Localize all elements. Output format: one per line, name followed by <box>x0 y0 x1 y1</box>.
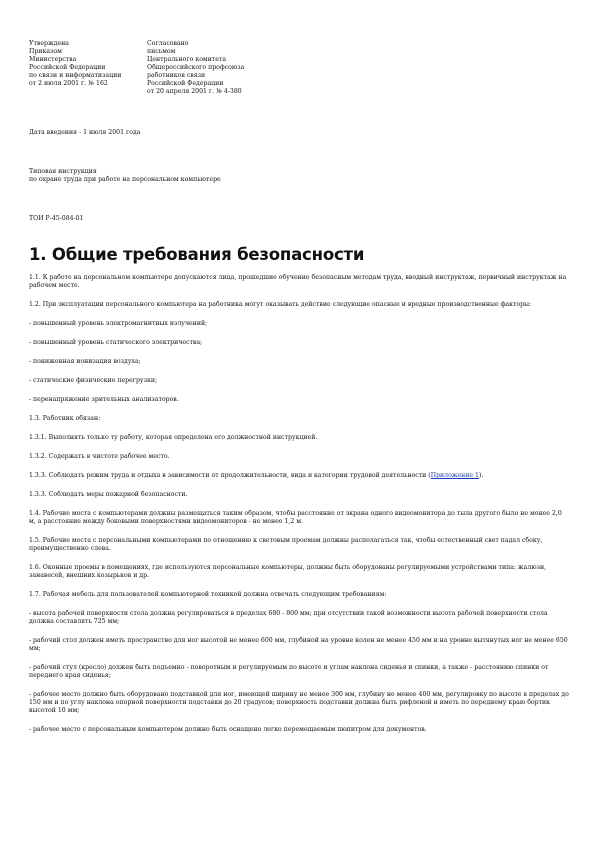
paragraph: 1.3.1. Выполнять только ту работу, которая определена его должностной инструкцией. <box>29 434 318 441</box>
approved-line: Приказом <box>29 48 62 55</box>
list-item: - статические физические перегрузки; <box>29 377 158 384</box>
agreed-line: Согласовано <box>147 40 189 47</box>
paragraph: 1.4. Рабочие места с компьютерами должны размещаться таким образом, чтобы расстояние от экрана одного видеомонитора до тыла другого было не менее 2,0 м, а расстояние между боковыми поверхностями видеомониторов - не менее 1,2 м. <box>29 510 562 525</box>
list-item: - перенапряжение зрительных анализаторов. <box>29 396 179 403</box>
agreed-line: работников связи <box>147 72 206 79</box>
paragraph-text: ). <box>479 472 484 479</box>
paragraph: 1.7. Рабочая мебель для пользователей компьютерной техникой должна отвечать следующим требованиям: <box>29 591 387 598</box>
list-item: - рабочий стул (кресло) должен быть подъемно - поворотным и регулируемым по высоте и углам наклона сиденья и спинки, а также - расстоянию спинки от переднего края сиденья; <box>29 664 549 679</box>
agreed-by-column <box>147 40 265 96</box>
approval-block <box>29 40 569 96</box>
paragraph: 1.2. При эксплуатации персонального компьютера на работника могут оказывать действие следующие опасные и вредные производственные факторы: <box>29 301 532 308</box>
list-item: - рабочее место должно быть оборудовано подставкой для ног, имеющей ширину не менее 300 мм, глубину не менее 400 мм, регулировку по высоте в пределах до 150 мм и по углу наклона опорной поверхности подставки до 20 градусов; поверхность подставки должна быть рифленой и иметь по переднему краю бортик высотой 10 мм; <box>29 691 569 714</box>
document-page <box>29 40 569 745</box>
approved-by-column <box>29 40 147 96</box>
section-title: 1. Общие требования безопасности <box>29 245 365 264</box>
document-name <box>29 168 569 184</box>
paragraph: 1.3. Работник обязан: <box>29 415 101 422</box>
paragraph: 1.5. Рабочие места с персональными компьютерами по отношению к световым проемам должны располагаться так, чтобы естественный свет падал сбоку, преимущественно слева. <box>29 537 543 552</box>
paragraph-with-link <box>29 472 569 480</box>
list-item: - рабочее место с персональным компьютером должно быть оснащено легко перемещаемым пюпитром для документов. <box>29 726 427 733</box>
paragraph: 1.1. К работе на персональном компьютере допускаются лица, прошедшие обучение безопасным методам труда, вводный инструктаж, первичный инструктаж на рабочем месте. <box>29 274 567 289</box>
document-name-line: Типовая инструкция <box>29 168 97 175</box>
list-item: - высота рабочей поверхности стола должна регулироваться в пределах 680 - 800 мм; при отсутствии такой возможности высота рабочей поверхности стола должна составлять 725 мм; <box>29 610 548 625</box>
agreed-line: письмом <box>147 48 176 55</box>
list-item: - рабочий стол должен иметь пространство для ног высотой не менее 600 мм, глубиной на уровне колен не менее 450 мм и на уровне вытянутых ног не менее 650 мм; <box>29 637 568 652</box>
introduction-date: Дата введения - 1 июля 2001 года <box>29 129 141 136</box>
document-name-line: по охране труда при работе на персональном компьютере <box>29 176 221 183</box>
appendix-1-link[interactable]: Приложение 1 <box>430 472 479 479</box>
list-item: - повышенный уровень статического электричества; <box>29 339 203 346</box>
document-code: ТОИ Р-45-084-01 <box>29 215 84 222</box>
agreed-line: от 20 апреля 2001 г. № 4-380 <box>147 88 242 95</box>
list-item: - повышенный уровень электромагнитных излучений; <box>29 320 208 327</box>
approved-line: Российской Федерации <box>29 64 106 71</box>
paragraph: 1.3.3. Соблюдать меры пожарной безопасности. <box>29 491 188 498</box>
list-item: - пониженная ионизация воздуха; <box>29 358 141 365</box>
paragraph: 1.6. Оконные проемы в помещениях, где используются персональные компьютеры, должны быть оборудованы регулируемыми устройствами типа: жалюзи, занавесей, внешних козырьков и др. <box>29 564 547 579</box>
approved-line: по связи и информатизации <box>29 72 122 79</box>
agreed-line: Центрального комитета <box>147 56 227 63</box>
approved-line: Утверждена <box>29 40 69 47</box>
approved-line: Министерства <box>29 56 77 63</box>
paragraph: 1.3.2. Содержать в чистоте рабочее место. <box>29 453 170 460</box>
agreed-line: Общероссийского профсоюза <box>147 64 245 71</box>
approved-line: от 2 июля 2001 г. № 162 <box>29 80 108 87</box>
paragraph-text: 1.3.3. Соблюдать режим труда и отдыха в зависимости от продолжительности, вида и категории трудовой деятельности ( <box>29 472 431 479</box>
agreed-line: Российской Федерации <box>147 80 224 87</box>
